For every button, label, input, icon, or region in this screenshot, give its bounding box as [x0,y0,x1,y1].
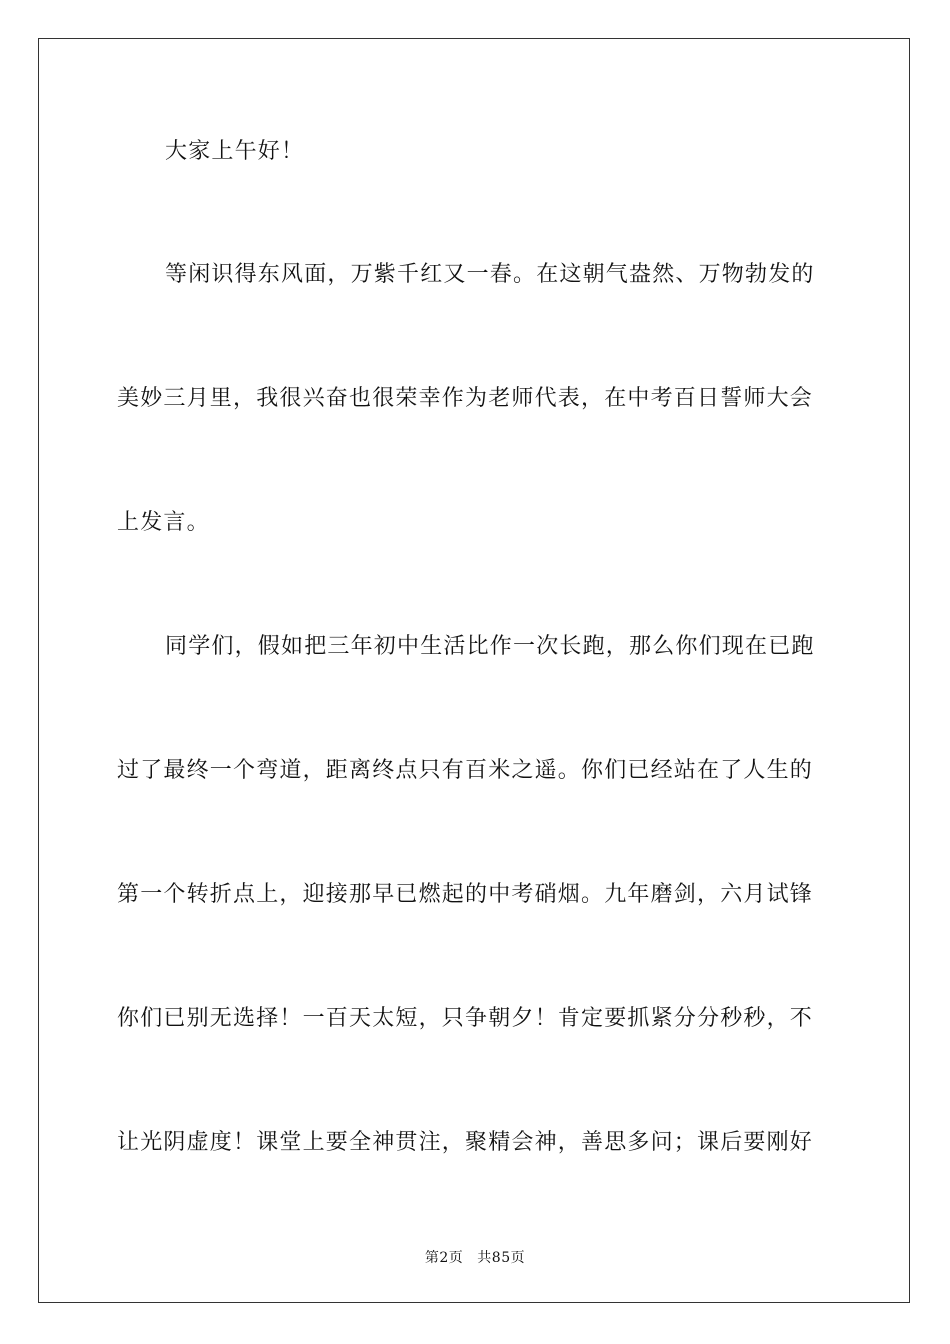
paragraph-1-line-1: 等闲识得东风面，万紫千红又一春。在这朝气盎然、万物勃发的 [165,262,815,287]
page-footer [0,1248,950,1268]
paragraph-2-line-4: 你们已别无选择！一百天太短，只争朝夕！肯定要抓紧分分秒秒，不 [117,1006,814,1031]
paragraph-2-line-2: 过了最终一个弯道，距离终点只有百米之遥。你们已经站在了人生的 [117,758,814,783]
paragraph-2-line-3: 第一个转折点上，迎接那早已燃起的中考硝烟。九年磨剑，六月试锋 [117,882,814,907]
page-number: 第2页 [424,1250,464,1266]
paragraph-2-line-1: 同学们，假如把三年初中生活比作一次长跑，那么你们现在已跑 [165,634,815,659]
paragraph-2-line-5: 让光阴虚度！课堂上要全神贯注，聚精会神，善思多问；课后要刚好 [117,1130,814,1155]
page-border [38,38,910,1303]
page-total: 共85页 [477,1250,526,1266]
paragraph-1-line-3: 上发言。 [117,510,210,535]
paragraph-1-line-2: 美妙三月里，我很兴奋也很荣幸作为老师代表，在中考百日誓师大会 [117,386,814,411]
greeting-line: 大家上午好！ [165,139,305,164]
